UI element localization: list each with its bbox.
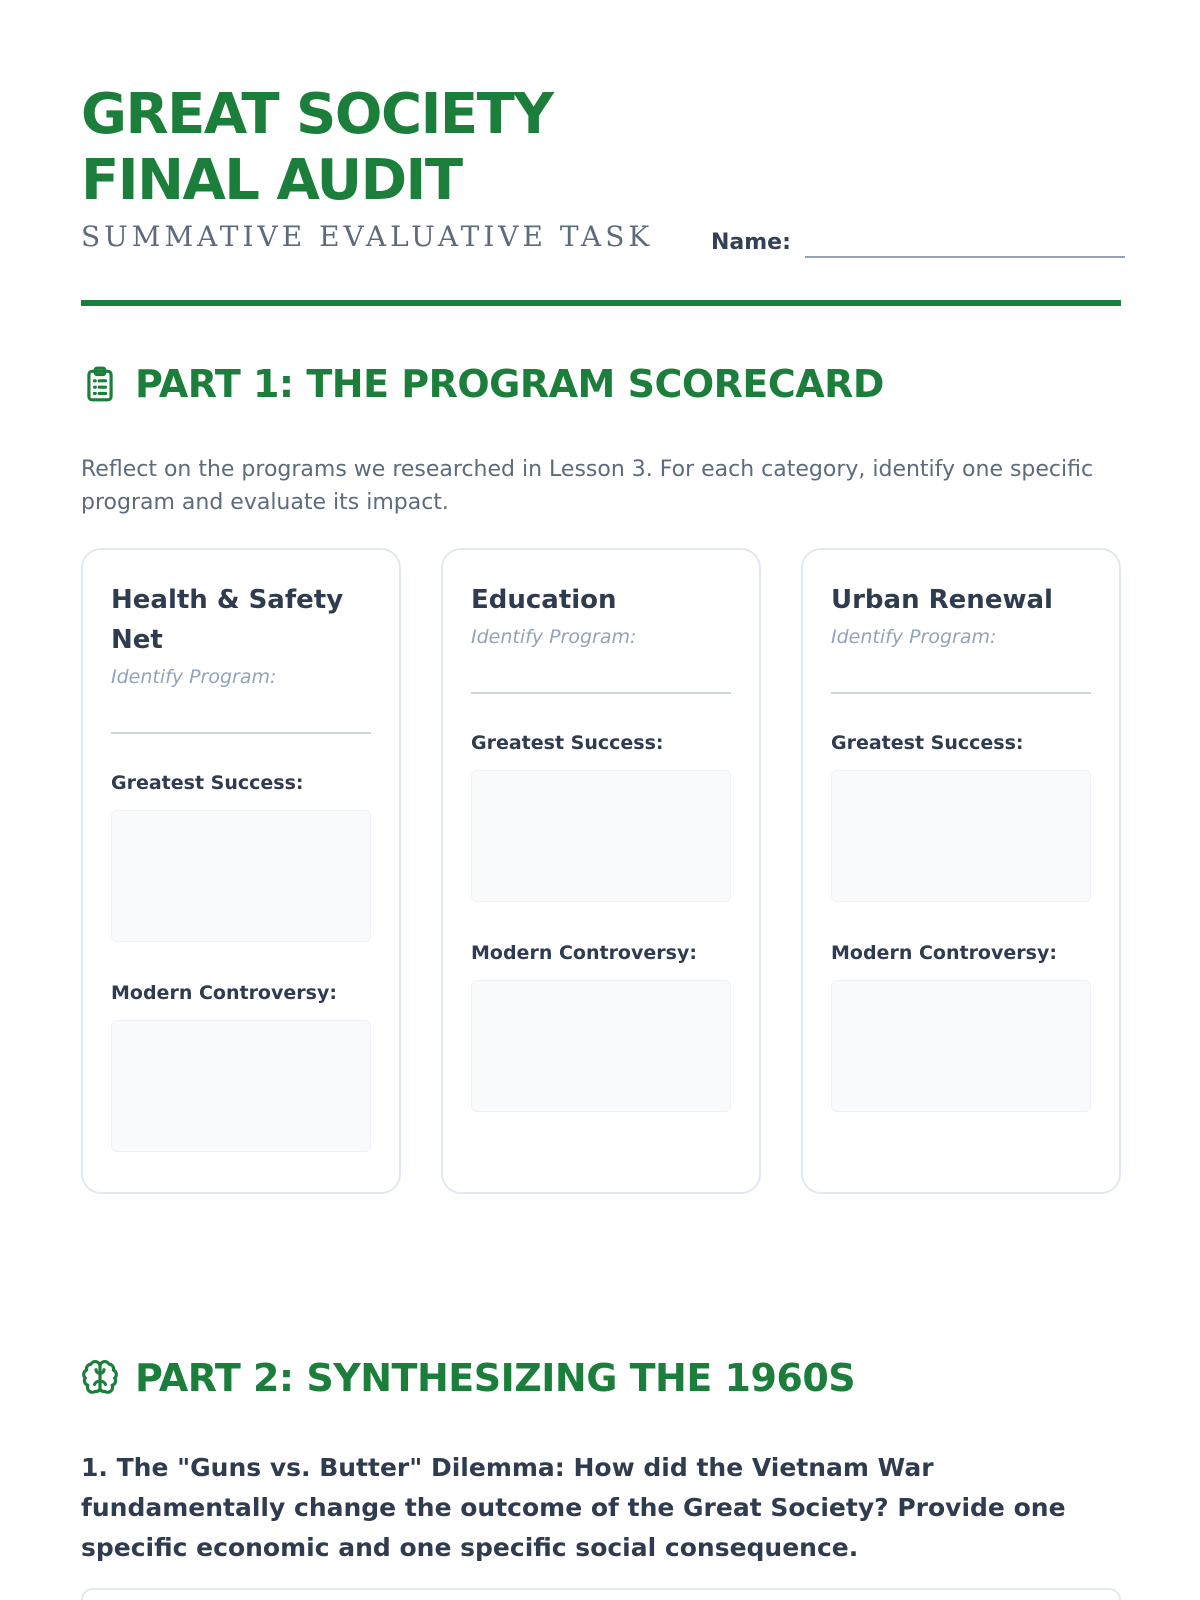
success-answer-box[interactable] xyxy=(831,770,1091,902)
scorecard-education xyxy=(441,548,761,1194)
question-1: 1. The "Guns vs. Butter" Dilemma: How did the Vietnam War fundamentally change the outcome of the Great Society? Provide one specific economic and one specific social consequence. xyxy=(81,1453,1066,1562)
success-label: Greatest Success: xyxy=(471,732,664,754)
part1-heading-text: PART 1: THE PROGRAM SCORECARD xyxy=(135,362,884,406)
clipboard-list-icon xyxy=(81,365,119,403)
page-title xyxy=(81,82,552,214)
card-title: Urban Renewal xyxy=(831,585,1053,615)
page-subtitle: SUMMATIVE EVALUATIVE TASK xyxy=(81,220,654,253)
name-input-line[interactable] xyxy=(805,228,1125,258)
controversy-label: Modern Controversy: xyxy=(471,942,697,964)
scorecard-health xyxy=(81,548,401,1194)
question-1-answer-box[interactable] xyxy=(81,1588,1121,1600)
scorecard-urban-renewal xyxy=(801,548,1121,1194)
title-line-2: FINAL AUDIT xyxy=(81,148,462,213)
success-answer-box[interactable] xyxy=(471,770,731,902)
controversy-answer-box[interactable] xyxy=(111,1020,371,1152)
controversy-answer-box[interactable] xyxy=(471,980,731,1112)
name-field-group xyxy=(711,228,1125,258)
success-answer-box[interactable] xyxy=(111,810,371,942)
part1-heading xyxy=(81,362,884,406)
card-title: Education xyxy=(471,585,617,615)
title-line-1: GREAT SOCIETY xyxy=(81,82,553,147)
part2-heading xyxy=(81,1356,855,1400)
identify-program-field[interactable]: Identify Program: xyxy=(111,666,371,734)
success-label: Greatest Success: xyxy=(831,732,1024,754)
controversy-answer-box[interactable] xyxy=(831,980,1091,1112)
part2-heading-text: PART 2: SYNTHESIZING THE 1960S xyxy=(135,1356,856,1400)
success-label: Greatest Success: xyxy=(111,772,304,794)
part1-intro: Reflect on the programs we researched in Lesson 3. For each category, identify one specific program and evaluate its impact. xyxy=(81,457,1094,515)
identify-program-field[interactable]: Identify Program: xyxy=(831,626,1091,694)
identify-program-field[interactable]: Identify Program: xyxy=(471,626,731,694)
brain-icon xyxy=(81,1359,119,1397)
name-label: Name: xyxy=(711,230,791,255)
card-title: Health & Safety Net xyxy=(111,585,344,655)
controversy-label: Modern Controversy: xyxy=(831,942,1057,964)
controversy-label: Modern Controversy: xyxy=(111,982,337,1004)
header-divider xyxy=(81,300,1121,306)
